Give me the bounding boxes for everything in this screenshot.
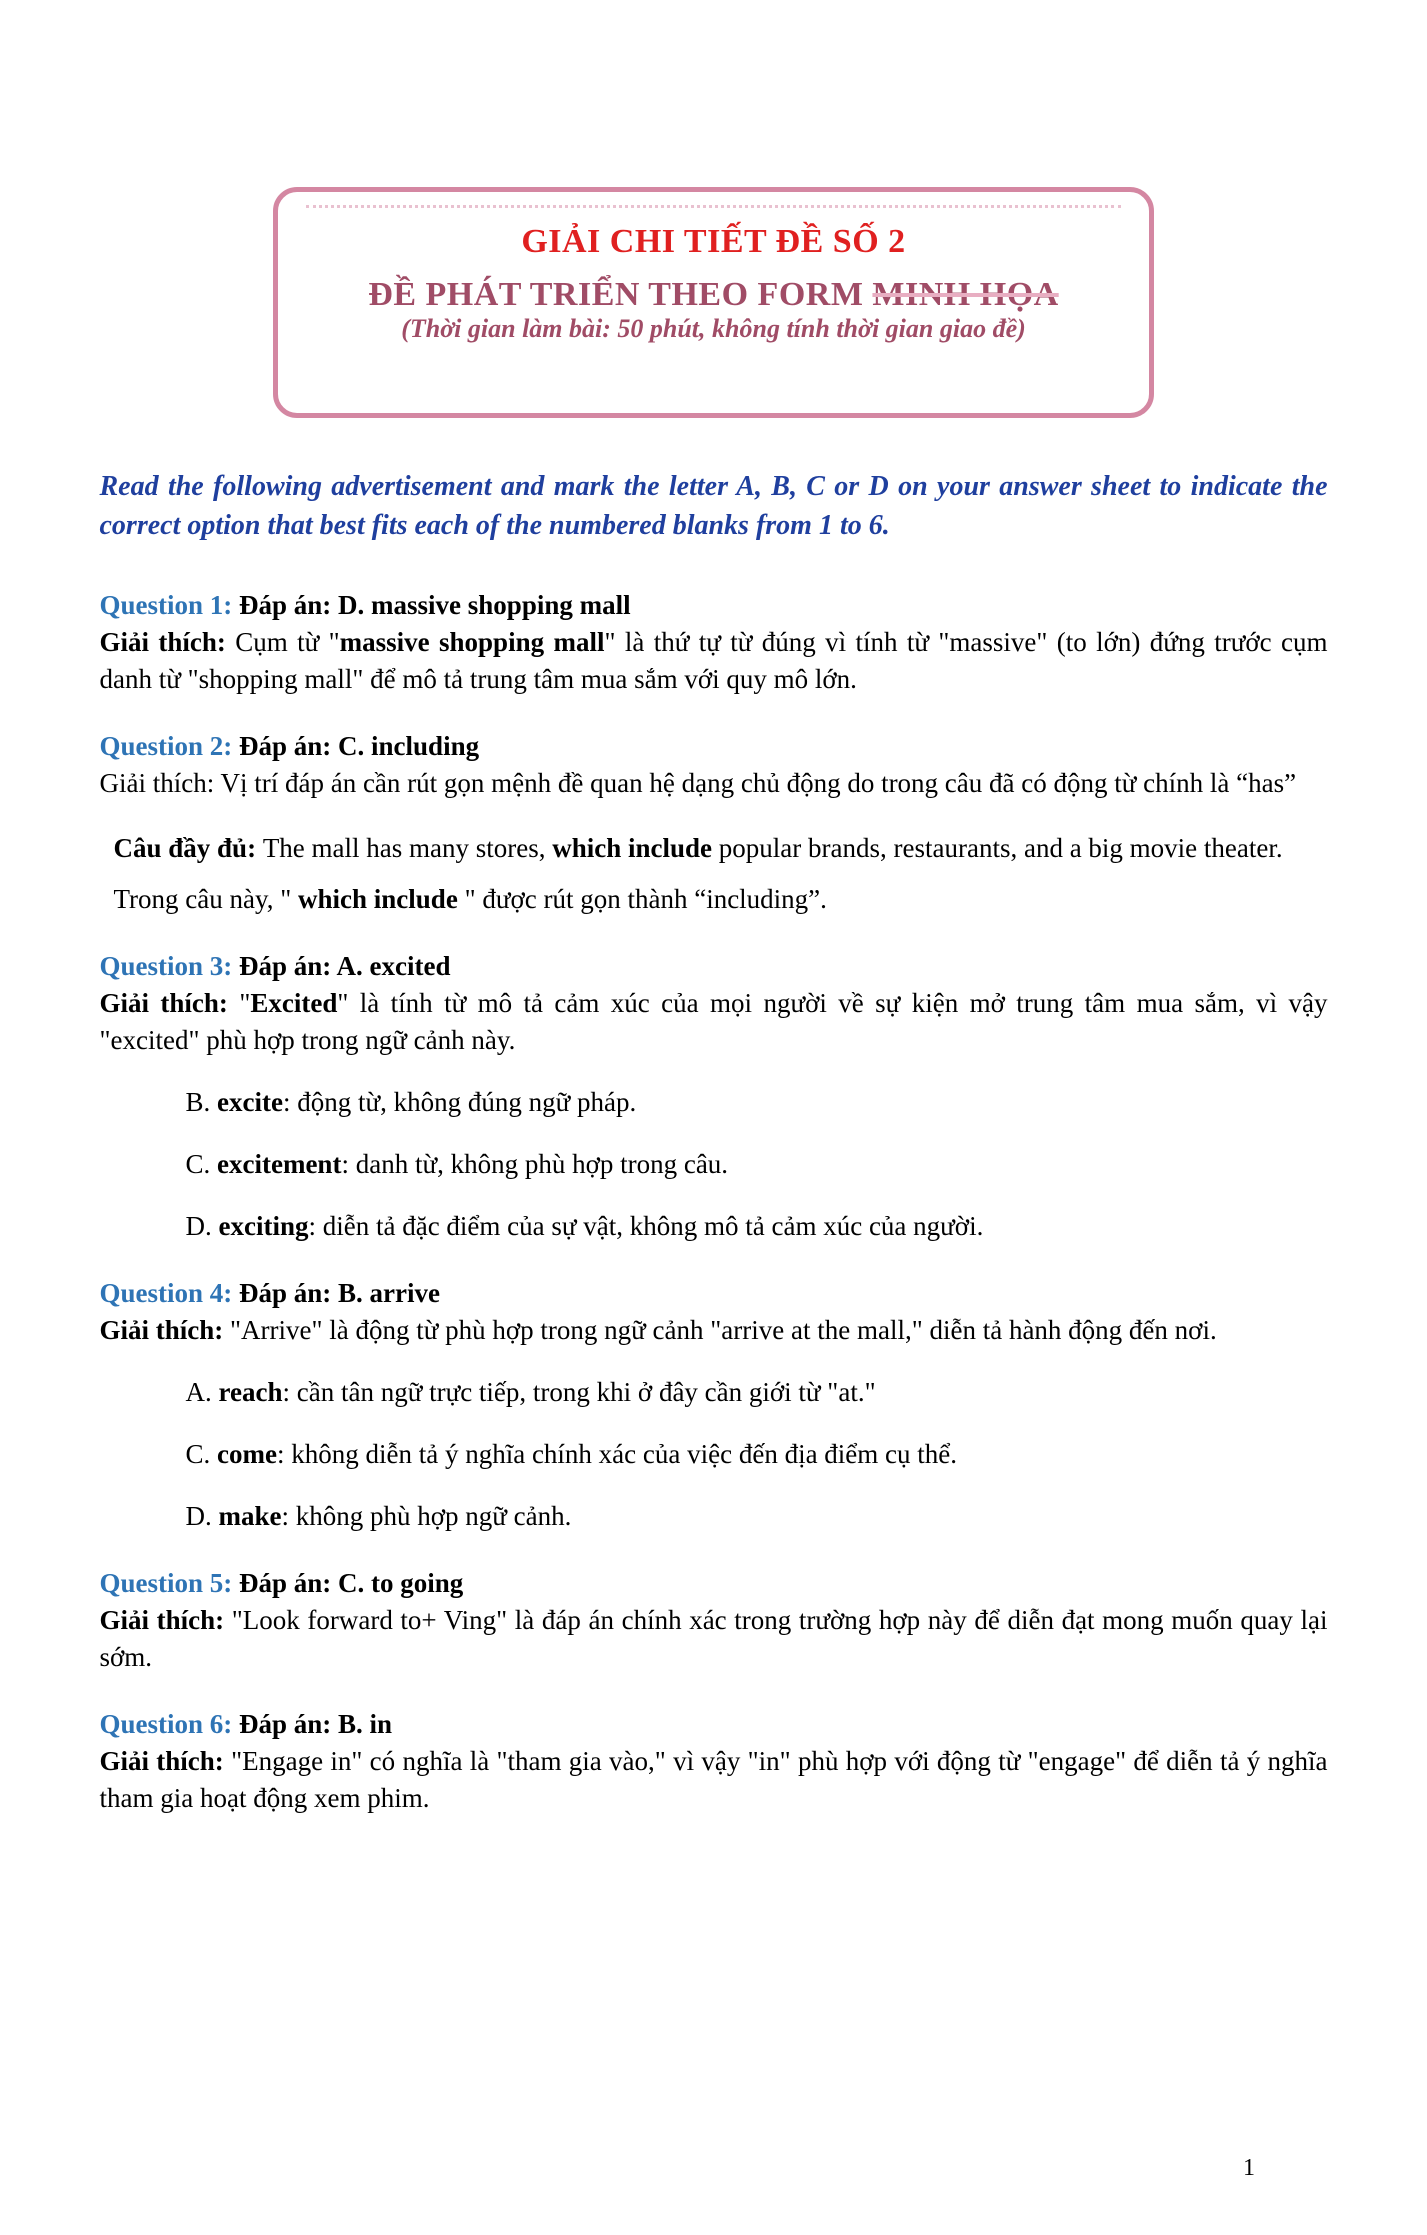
subtitle-struck-text: MINH HỌA: [872, 276, 1059, 313]
subtitle-text: ĐỀ PHÁT TRIỂN THEO FORM: [368, 276, 873, 313]
question-explanation: Giải thích: Vị trí đáp án cần rút gọn mệnh đề quan hệ dạng chủ động do trong câu đã có động từ chính là “has”: [99, 768, 1297, 799]
question-label: Question 4:: [99, 1278, 233, 1309]
main-content: [100, 468, 1328, 1817]
question-block: [100, 587, 1328, 698]
header-box: [273, 187, 1154, 418]
question-answer: Đáp án: B. in: [239, 1709, 393, 1740]
question-heading: [100, 1706, 1328, 1743]
extra-paragraph: Trong câu này, " which include " được rút gọn thành “including”.: [113, 884, 827, 915]
question-label: Question 3:: [99, 951, 233, 982]
extra-paragraph: Câu đầy đủ: The mall has many stores, which include popular brands, restaurants, and a big movie theater.: [113, 833, 1283, 864]
question-answer: Đáp án: A. excited: [239, 951, 451, 982]
option-line: B. excite: động từ, không đúng ngữ pháp.: [185, 1087, 637, 1118]
question-explanation: Giải thích: "Arrive" là động từ phù hợp trong ngữ cảnh "arrive at the mall," diễn tả hành động đến nơi.: [99, 1315, 1217, 1346]
question-answer: Đáp án: B. arrive: [239, 1278, 440, 1309]
question-label: Question 1:: [99, 590, 233, 621]
option-line: D. make: không phù hợp ngữ cảnh.: [185, 1501, 572, 1532]
question-explanation: Giải thích: Cụm từ "massive shopping mall" là thứ tự từ đúng vì tính từ "massive" (to lớn) đứng trước cụm danh từ "shopping mall" để mô tả trung tâm mua sắm với quy mô lớn.: [99, 627, 1328, 695]
question-answer: Đáp án: C. including: [239, 731, 480, 762]
question-block: [100, 728, 1328, 918]
question-answer: Đáp án: D. massive shopping mall: [239, 590, 631, 621]
question-block: [100, 1565, 1328, 1676]
question-heading: [100, 1275, 1328, 1312]
question-explanation: Giải thích: "Look forward to+ Ving" là đáp án chính xác trong trường hợp này để diễn đạt mong muốn quay lại sớm.: [99, 1605, 1328, 1673]
option-line: D. exciting: diễn tả đặc điểm của sự vật, không mô tả cảm xúc của người.: [185, 1211, 984, 1242]
question-block: [100, 1706, 1328, 1817]
question-block: [100, 948, 1328, 1245]
question-heading: [100, 728, 1328, 765]
section-instruction: Read the following advertisement and mark the letter A, B, C or D on your answer sheet to indicate the correct option that best fits each of the numbered blanks from 1 to 6.: [99, 471, 1328, 541]
question-label: Question 6:: [99, 1709, 233, 1740]
question-explanation: Giải thích: "Engage in" có nghĩa là "tham gia vào," vì vậy "in" phù hợp với động từ "engage" để diễn tả ý nghĩa tham gia hoạt động xem phim.: [99, 1746, 1328, 1814]
time-note: (Thời gian làm bài: 50 phút, không tính thời gian giao đề): [401, 313, 1026, 343]
document-subtitle: [278, 277, 1149, 313]
question-extras: [100, 830, 1328, 918]
question-options: [100, 1374, 1328, 1535]
question-label: Question 5:: [99, 1568, 233, 1599]
question-heading: [100, 948, 1328, 985]
question-label: Question 2:: [99, 731, 233, 762]
question-options: [100, 1084, 1328, 1245]
option-line: A. reach: cần tân ngữ trực tiếp, trong khi ở đây cần giới từ "at.": [185, 1377, 876, 1408]
questions: [100, 587, 1328, 1817]
question-answer: Đáp án: C. to going: [239, 1568, 464, 1599]
option-line: C. come: không diễn tả ý nghĩa chính xác của việc đến địa điểm cụ thể.: [185, 1439, 958, 1470]
document-page: [0, 187, 1427, 2235]
option-line: C. excitement: danh từ, không phù hợp trong câu.: [185, 1149, 729, 1180]
document-title: GIẢI CHI TIẾT ĐỀ SỐ 2: [521, 223, 906, 260]
question-block: [100, 1275, 1328, 1535]
question-explanation: Giải thích: "Excited" là tính từ mô tả cảm xúc của mọi người về sự kiện mở trung tâm mua sắm, vì vậy "excited" phù hợp trong ngữ cảnh này.: [99, 988, 1328, 1056]
question-heading: [100, 1565, 1328, 1602]
question-heading: [100, 587, 1328, 624]
page-number: 1: [1243, 2155, 1255, 2181]
